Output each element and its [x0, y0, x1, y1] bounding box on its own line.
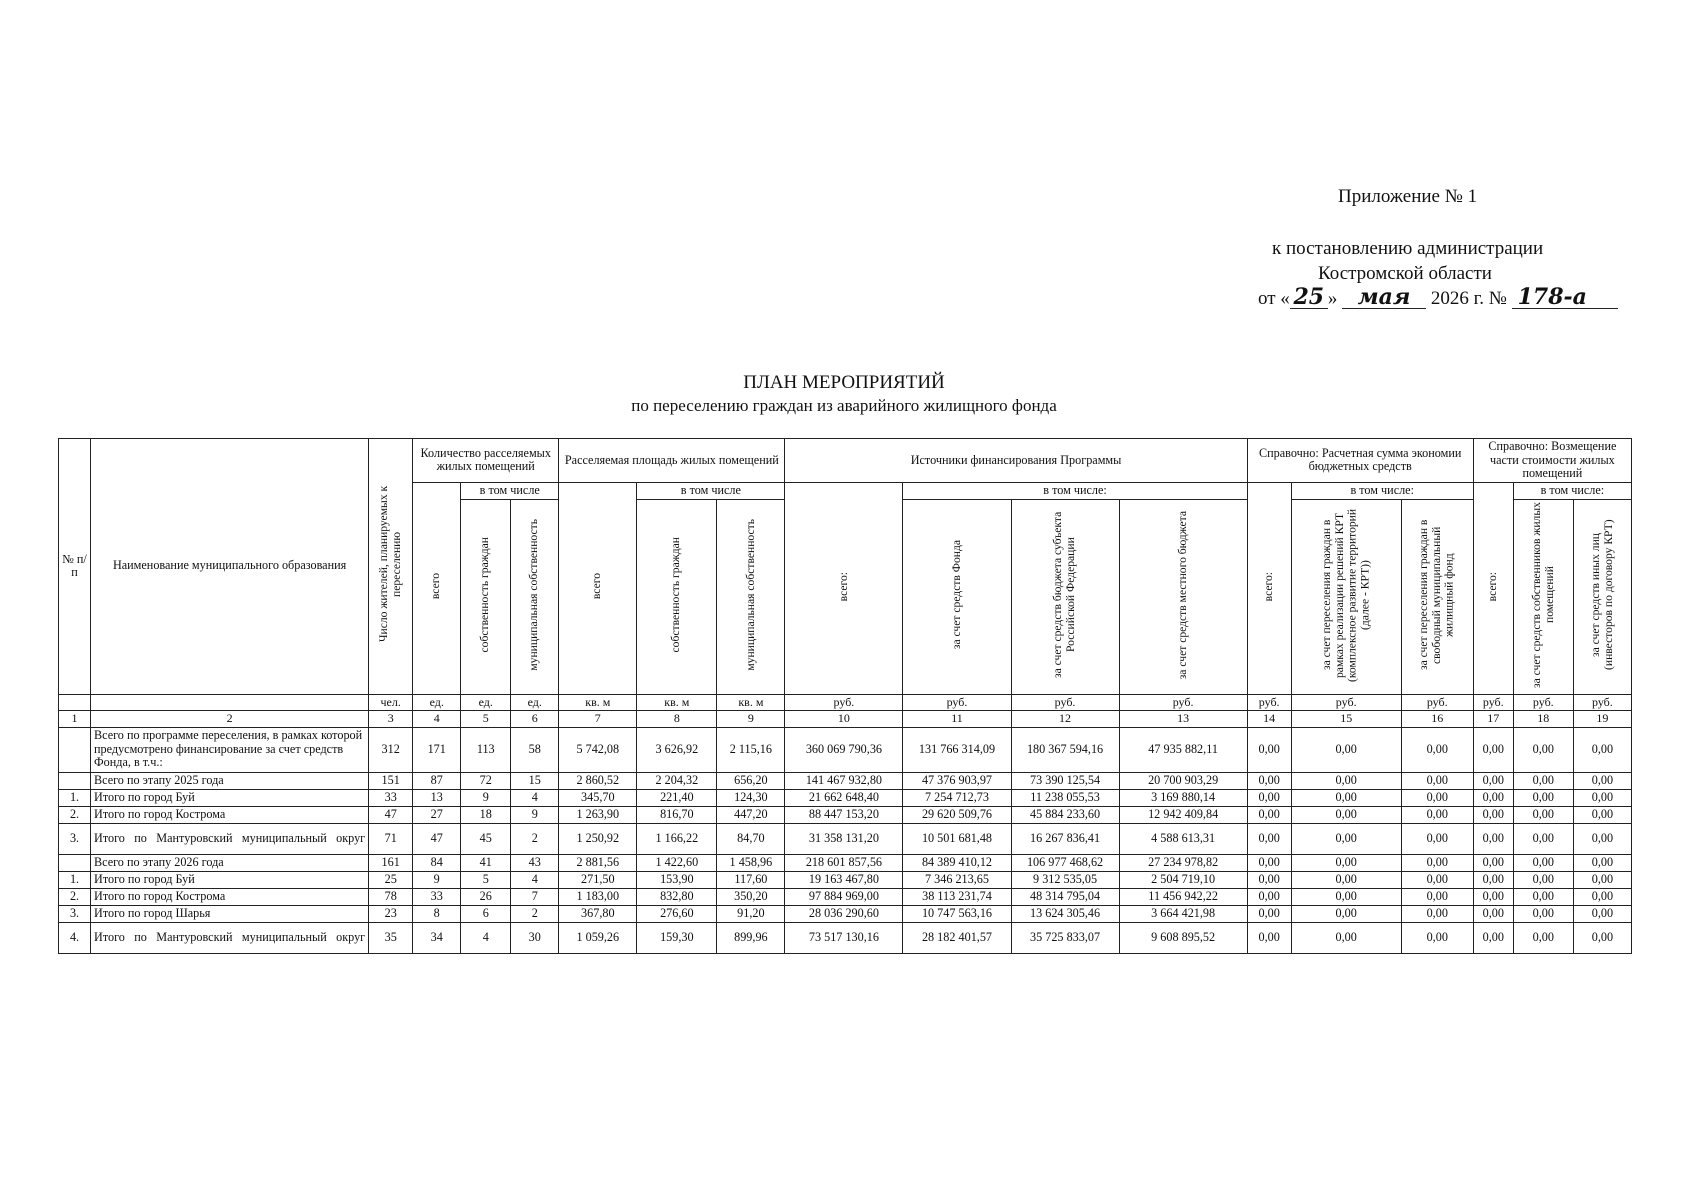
- value-cell: 153,90: [637, 871, 717, 888]
- value-cell: 0,00: [1247, 727, 1291, 772]
- value-cell: 78: [369, 888, 413, 905]
- value-cell: 43: [511, 854, 559, 871]
- value-cell: 0,00: [1473, 922, 1513, 953]
- value-cell: 0,00: [1247, 823, 1291, 854]
- value-cell: 97 884 969,00: [785, 888, 903, 905]
- value-cell: 0,00: [1573, 823, 1631, 854]
- header-name: Наименование муниципального образования: [91, 439, 369, 695]
- header-compensation: Справочно: Возмещение части стоимости жилых помещений: [1473, 439, 1631, 483]
- header-owners: за счет средств собственников жилых помещений: [1513, 499, 1573, 694]
- plan-title: ПЛАН МЕРОПРИЯТИЙ: [743, 372, 945, 393]
- value-cell: 87: [413, 772, 461, 789]
- table-row: [59, 871, 1632, 888]
- units-row: [59, 694, 1632, 710]
- unit-cell: [91, 694, 369, 710]
- value-cell: 0,00: [1291, 772, 1401, 789]
- table-row: [59, 823, 1632, 854]
- date-year: 2026 г. №: [1430, 288, 1507, 309]
- value-cell: 0,00: [1473, 905, 1513, 922]
- unit-cell: кв. м: [717, 694, 785, 710]
- unit-cell: руб.: [903, 694, 1011, 710]
- value-cell: 33: [413, 888, 461, 905]
- value-cell: 45 884 233,60: [1011, 806, 1119, 823]
- value-cell: 13 624 305,46: [1011, 905, 1119, 922]
- value-cell: 0,00: [1291, 854, 1401, 871]
- value-cell: 13: [413, 789, 461, 806]
- municipality-name: Всего по программе переселения, в рамках которой предусмотрено финансирование за счет средств Фонда, в т.ч.:: [91, 727, 369, 772]
- value-cell: 0,00: [1573, 789, 1631, 806]
- value-cell: 35: [369, 922, 413, 953]
- header-premises-citizens: собственность граждан: [461, 499, 511, 694]
- header-premises-incl: в том числе: [461, 482, 559, 499]
- value-cell: 48 314 795,04: [1011, 888, 1119, 905]
- value-cell: 0,00: [1513, 922, 1573, 953]
- value-cell: 0,00: [1401, 727, 1473, 772]
- value-cell: 47 376 903,97: [903, 772, 1011, 789]
- value-cell: 27: [413, 806, 461, 823]
- value-cell: 345,70: [559, 789, 637, 806]
- value-cell: 45: [461, 823, 511, 854]
- column-number: 12: [1011, 711, 1119, 727]
- value-cell: 0,00: [1473, 772, 1513, 789]
- value-cell: 7: [511, 888, 559, 905]
- unit-cell: руб.: [1247, 694, 1291, 710]
- column-number: 5: [461, 711, 511, 727]
- value-cell: 161: [369, 854, 413, 871]
- value-cell: 47 935 882,11: [1119, 727, 1247, 772]
- unit-cell: кв. м: [637, 694, 717, 710]
- value-cell: 0,00: [1473, 871, 1513, 888]
- unit-cell: ед.: [413, 694, 461, 710]
- plan-subtitle: по переселению граждан из аварийного жилищного фонда: [631, 396, 1057, 415]
- table-row: [59, 888, 1632, 905]
- row-number: 1.: [59, 789, 91, 806]
- appendix-label: Приложение № 1: [1338, 186, 1478, 207]
- value-cell: 3 626,92: [637, 727, 717, 772]
- column-number: 8: [637, 711, 717, 727]
- value-cell: 0,00: [1513, 789, 1573, 806]
- municipality-name: Итого по город Кострома: [91, 888, 369, 905]
- header-area-municipal: муниципальная собственность: [717, 499, 785, 694]
- header-row-1: [59, 439, 1632, 483]
- value-cell: 0,00: [1401, 922, 1473, 953]
- value-cell: 9: [413, 871, 461, 888]
- table-row: [59, 905, 1632, 922]
- row-number: 4.: [59, 922, 91, 953]
- value-cell: 5 742,08: [559, 727, 637, 772]
- value-cell: 7 254 712,73: [903, 789, 1011, 806]
- header-funding-incl: в том числе:: [903, 482, 1247, 499]
- value-cell: 0,00: [1401, 823, 1473, 854]
- value-cell: 0,00: [1291, 806, 1401, 823]
- value-cell: 832,80: [637, 888, 717, 905]
- value-cell: 9 312 535,05: [1011, 871, 1119, 888]
- value-cell: 0,00: [1291, 871, 1401, 888]
- value-cell: 0,00: [1247, 806, 1291, 823]
- municipality-name: Итого по Мантуровский муниципальный округ: [91, 823, 369, 854]
- value-cell: 2 204,32: [637, 772, 717, 789]
- column-number: 10: [785, 711, 903, 727]
- resolution-label: к постановлению администрации: [1272, 238, 1544, 259]
- value-cell: 0,00: [1513, 888, 1573, 905]
- header-comp-incl: в том числе:: [1513, 482, 1631, 499]
- value-cell: 0,00: [1573, 888, 1631, 905]
- column-number: 13: [1119, 711, 1247, 727]
- header-free-fund: за счет переселения граждан в свободный муниципальный жилищный фонд: [1401, 499, 1473, 694]
- value-cell: 23: [369, 905, 413, 922]
- value-cell: 0,00: [1513, 905, 1573, 922]
- value-cell: 0,00: [1473, 789, 1513, 806]
- column-number: 2: [91, 711, 369, 727]
- value-cell: 350,20: [717, 888, 785, 905]
- resettlement-plan-table: [58, 438, 1632, 954]
- row-number: [59, 772, 91, 789]
- column-number: 14: [1247, 711, 1291, 727]
- table-row: [59, 772, 1632, 789]
- value-cell: 10 501 681,48: [903, 823, 1011, 854]
- value-cell: 0,00: [1573, 922, 1631, 953]
- column-number: 9: [717, 711, 785, 727]
- value-cell: 367,80: [559, 905, 637, 922]
- value-cell: 3 169 880,14: [1119, 789, 1247, 806]
- value-cell: 33: [369, 789, 413, 806]
- value-cell: 73 390 125,54: [1011, 772, 1119, 789]
- value-cell: 21 662 648,40: [785, 789, 903, 806]
- value-cell: 171: [413, 727, 461, 772]
- header-investors: за счет средств иных лиц (инвесторов по договору КРТ): [1573, 499, 1631, 694]
- value-cell: 5: [461, 871, 511, 888]
- value-cell: 0,00: [1291, 922, 1401, 953]
- header-area-total: всего: [559, 482, 637, 694]
- header-area-citizens: собственность граждан: [637, 499, 717, 694]
- header-premises-total: всего: [413, 482, 461, 694]
- column-number: 1: [59, 711, 91, 727]
- unit-cell: чел.: [369, 694, 413, 710]
- column-number: 3: [369, 711, 413, 727]
- value-cell: 0,00: [1247, 888, 1291, 905]
- value-cell: 4: [461, 922, 511, 953]
- value-cell: 72: [461, 772, 511, 789]
- table-row: [59, 789, 1632, 806]
- value-cell: 11 456 942,22: [1119, 888, 1247, 905]
- unit-cell: руб.: [1473, 694, 1513, 710]
- header-premises-municipal: муниципальная собственность: [511, 499, 559, 694]
- value-cell: 159,30: [637, 922, 717, 953]
- value-cell: 131 766 314,09: [903, 727, 1011, 772]
- row-number: 1.: [59, 871, 91, 888]
- row-number: [59, 854, 91, 871]
- municipality-name: Итого по город Шарья: [91, 905, 369, 922]
- header-fund: за счет средств Фонда: [903, 499, 1011, 694]
- value-cell: 25: [369, 871, 413, 888]
- value-cell: 0,00: [1401, 888, 1473, 905]
- table-row: [59, 806, 1632, 823]
- value-cell: 2: [511, 905, 559, 922]
- value-cell: 41: [461, 854, 511, 871]
- value-cell: 0,00: [1573, 871, 1631, 888]
- value-cell: 29 620 509,76: [903, 806, 1011, 823]
- column-number: 4: [413, 711, 461, 727]
- value-cell: 271,50: [559, 871, 637, 888]
- value-cell: 15: [511, 772, 559, 789]
- value-cell: 0,00: [1473, 806, 1513, 823]
- value-cell: 2 115,16: [717, 727, 785, 772]
- table-body: [59, 727, 1632, 953]
- value-cell: 1 250,92: [559, 823, 637, 854]
- unit-cell: руб.: [1401, 694, 1473, 710]
- value-cell: 0,00: [1291, 789, 1401, 806]
- value-cell: 73 517 130,16: [785, 922, 903, 953]
- value-cell: 0,00: [1247, 922, 1291, 953]
- value-cell: 8: [413, 905, 461, 922]
- value-cell: 0,00: [1401, 789, 1473, 806]
- unit-cell: ед.: [511, 694, 559, 710]
- resolution-date: [1258, 286, 1618, 310]
- value-cell: 0,00: [1401, 806, 1473, 823]
- header-subject-budget: за счет средств бюджета субъекта Российской Федерации: [1011, 499, 1119, 694]
- value-cell: 26: [461, 888, 511, 905]
- value-cell: 0,00: [1401, 905, 1473, 922]
- value-cell: 0,00: [1247, 772, 1291, 789]
- value-cell: 447,20: [717, 806, 785, 823]
- value-cell: 0,00: [1473, 823, 1513, 854]
- value-cell: 221,40: [637, 789, 717, 806]
- date-month: мая: [1342, 286, 1426, 309]
- value-cell: 0,00: [1473, 727, 1513, 772]
- value-cell: 0,00: [1473, 854, 1513, 871]
- date-day: 25: [1290, 286, 1328, 309]
- value-cell: 34: [413, 922, 461, 953]
- column-number: 19: [1573, 711, 1631, 727]
- value-cell: 9: [461, 789, 511, 806]
- value-cell: 20 700 903,29: [1119, 772, 1247, 789]
- value-cell: 124,30: [717, 789, 785, 806]
- value-cell: 88 447 153,20: [785, 806, 903, 823]
- value-cell: 0,00: [1291, 905, 1401, 922]
- value-cell: 18: [461, 806, 511, 823]
- row-number: 3.: [59, 823, 91, 854]
- row-number: 2.: [59, 806, 91, 823]
- date-mid: »: [1327, 288, 1338, 309]
- value-cell: 899,96: [717, 922, 785, 953]
- value-cell: 0,00: [1401, 772, 1473, 789]
- header-num: № п/п: [59, 439, 91, 695]
- value-cell: 0,00: [1247, 871, 1291, 888]
- value-cell: 2: [511, 823, 559, 854]
- value-cell: 0,00: [1473, 888, 1513, 905]
- value-cell: 0,00: [1291, 823, 1401, 854]
- column-number: 18: [1513, 711, 1573, 727]
- value-cell: 47: [413, 823, 461, 854]
- value-cell: 0,00: [1573, 727, 1631, 772]
- value-cell: 1 422,60: [637, 854, 717, 871]
- value-cell: 0,00: [1247, 905, 1291, 922]
- row-number: 3.: [59, 905, 91, 922]
- unit-cell: руб.: [1291, 694, 1401, 710]
- municipality-name: Итого по город Кострома: [91, 806, 369, 823]
- value-cell: 2 504 719,10: [1119, 871, 1247, 888]
- value-cell: 1 166,22: [637, 823, 717, 854]
- value-cell: 113: [461, 727, 511, 772]
- header-savings: Справочно: Расчетная сумма экономии бюджетных средств: [1247, 439, 1473, 483]
- value-cell: 360 069 790,36: [785, 727, 903, 772]
- header-krt: за счет переселения граждан в рамках реализации решений КРТ (комплексное развитие территорий (далее - КРТ)): [1291, 499, 1401, 694]
- header-funding-total: всего:: [785, 482, 903, 694]
- municipality-name: Всего по этапу 2025 года: [91, 772, 369, 789]
- column-numbers-row: [59, 711, 1632, 727]
- table-row: [59, 727, 1632, 772]
- column-number: 17: [1473, 711, 1513, 727]
- value-cell: 1 183,00: [559, 888, 637, 905]
- region-label: Костромской области: [1318, 263, 1492, 284]
- table-row: [59, 854, 1632, 871]
- value-cell: 4 588 613,31: [1119, 823, 1247, 854]
- value-cell: 9: [511, 806, 559, 823]
- table-row: [59, 922, 1632, 953]
- value-cell: 656,20: [717, 772, 785, 789]
- value-cell: 1 458,96: [717, 854, 785, 871]
- value-cell: 180 367 594,16: [1011, 727, 1119, 772]
- value-cell: 0,00: [1573, 854, 1631, 871]
- value-cell: 27 234 978,82: [1119, 854, 1247, 871]
- row-number: 2.: [59, 888, 91, 905]
- unit-cell: [59, 694, 91, 710]
- value-cell: 106 977 468,62: [1011, 854, 1119, 871]
- header-residents: Число жителей, планируемых к переселению: [369, 439, 413, 695]
- value-cell: 16 267 836,41: [1011, 823, 1119, 854]
- header-area-incl: в том числе: [637, 482, 785, 499]
- value-cell: 2 881,56: [559, 854, 637, 871]
- value-cell: 4: [511, 871, 559, 888]
- value-cell: 0,00: [1513, 727, 1573, 772]
- value-cell: 84: [413, 854, 461, 871]
- value-cell: 71: [369, 823, 413, 854]
- value-cell: 0,00: [1573, 905, 1631, 922]
- unit-cell: руб.: [1011, 694, 1119, 710]
- column-number: 7: [559, 711, 637, 727]
- column-number: 11: [903, 711, 1011, 727]
- value-cell: 84 389 410,12: [903, 854, 1011, 871]
- value-cell: 9 608 895,52: [1119, 922, 1247, 953]
- value-cell: 7 346 213,65: [903, 871, 1011, 888]
- value-cell: 0,00: [1513, 871, 1573, 888]
- value-cell: 0,00: [1247, 854, 1291, 871]
- value-cell: 28 036 290,60: [785, 905, 903, 922]
- value-cell: 1 059,26: [559, 922, 637, 953]
- value-cell: 276,60: [637, 905, 717, 922]
- value-cell: 6: [461, 905, 511, 922]
- unit-cell: руб.: [1513, 694, 1573, 710]
- unit-cell: ед.: [461, 694, 511, 710]
- value-cell: 4: [511, 789, 559, 806]
- value-cell: 1 263,90: [559, 806, 637, 823]
- value-cell: 2 860,52: [559, 772, 637, 789]
- unit-cell: руб.: [1119, 694, 1247, 710]
- value-cell: 151: [369, 772, 413, 789]
- municipality-name: Всего по этапу 2026 года: [91, 854, 369, 871]
- value-cell: 0,00: [1513, 772, 1573, 789]
- value-cell: 47: [369, 806, 413, 823]
- value-cell: 0,00: [1513, 806, 1573, 823]
- value-cell: 0,00: [1513, 823, 1573, 854]
- value-cell: 11 238 055,53: [1011, 789, 1119, 806]
- value-cell: 0,00: [1401, 871, 1473, 888]
- row-number: [59, 727, 91, 772]
- value-cell: 12 942 409,84: [1119, 806, 1247, 823]
- unit-cell: руб.: [785, 694, 903, 710]
- value-cell: 3 664 421,98: [1119, 905, 1247, 922]
- value-cell: 38 113 231,74: [903, 888, 1011, 905]
- header-funding: Источники финансирования Программы: [785, 439, 1247, 483]
- value-cell: 0,00: [1573, 772, 1631, 789]
- value-cell: 141 467 932,80: [785, 772, 903, 789]
- value-cell: 0,00: [1291, 727, 1401, 772]
- header-area: Расселяемая площадь жилых помещений: [559, 439, 785, 483]
- date-prefix: от «: [1258, 288, 1290, 309]
- value-cell: 0,00: [1291, 888, 1401, 905]
- header-local-budget: за счет средств местного бюджета: [1119, 499, 1247, 694]
- header-savings-incl: в том числе:: [1291, 482, 1473, 499]
- unit-cell: кв. м: [559, 694, 637, 710]
- value-cell: 0,00: [1513, 854, 1573, 871]
- column-number: 16: [1401, 711, 1473, 727]
- value-cell: 30: [511, 922, 559, 953]
- value-cell: 816,70: [637, 806, 717, 823]
- value-cell: 0,00: [1247, 789, 1291, 806]
- header-savings-total: всего:: [1247, 482, 1291, 694]
- value-cell: 312: [369, 727, 413, 772]
- value-cell: 28 182 401,57: [903, 922, 1011, 953]
- value-cell: 0,00: [1401, 854, 1473, 871]
- value-cell: 19 163 467,80: [785, 871, 903, 888]
- resolution-number: 178-а: [1512, 286, 1618, 309]
- value-cell: 58: [511, 727, 559, 772]
- value-cell: 218 601 857,56: [785, 854, 903, 871]
- header-comp-total: всего:: [1473, 482, 1513, 694]
- value-cell: 91,20: [717, 905, 785, 922]
- value-cell: 117,60: [717, 871, 785, 888]
- value-cell: 0,00: [1573, 806, 1631, 823]
- value-cell: 10 747 563,16: [903, 905, 1011, 922]
- municipality-name: Итого по Мантуровский муниципальный округ: [91, 922, 369, 953]
- value-cell: 35 725 833,07: [1011, 922, 1119, 953]
- header-premises: Количество расселяемых жилых помещений: [413, 439, 559, 483]
- unit-cell: руб.: [1573, 694, 1631, 710]
- value-cell: 31 358 131,20: [785, 823, 903, 854]
- value-cell: 84,70: [717, 823, 785, 854]
- column-number: 15: [1291, 711, 1401, 727]
- municipality-name: Итого по город Буй: [91, 871, 369, 888]
- column-number: 6: [511, 711, 559, 727]
- municipality-name: Итого по город Буй: [91, 789, 369, 806]
